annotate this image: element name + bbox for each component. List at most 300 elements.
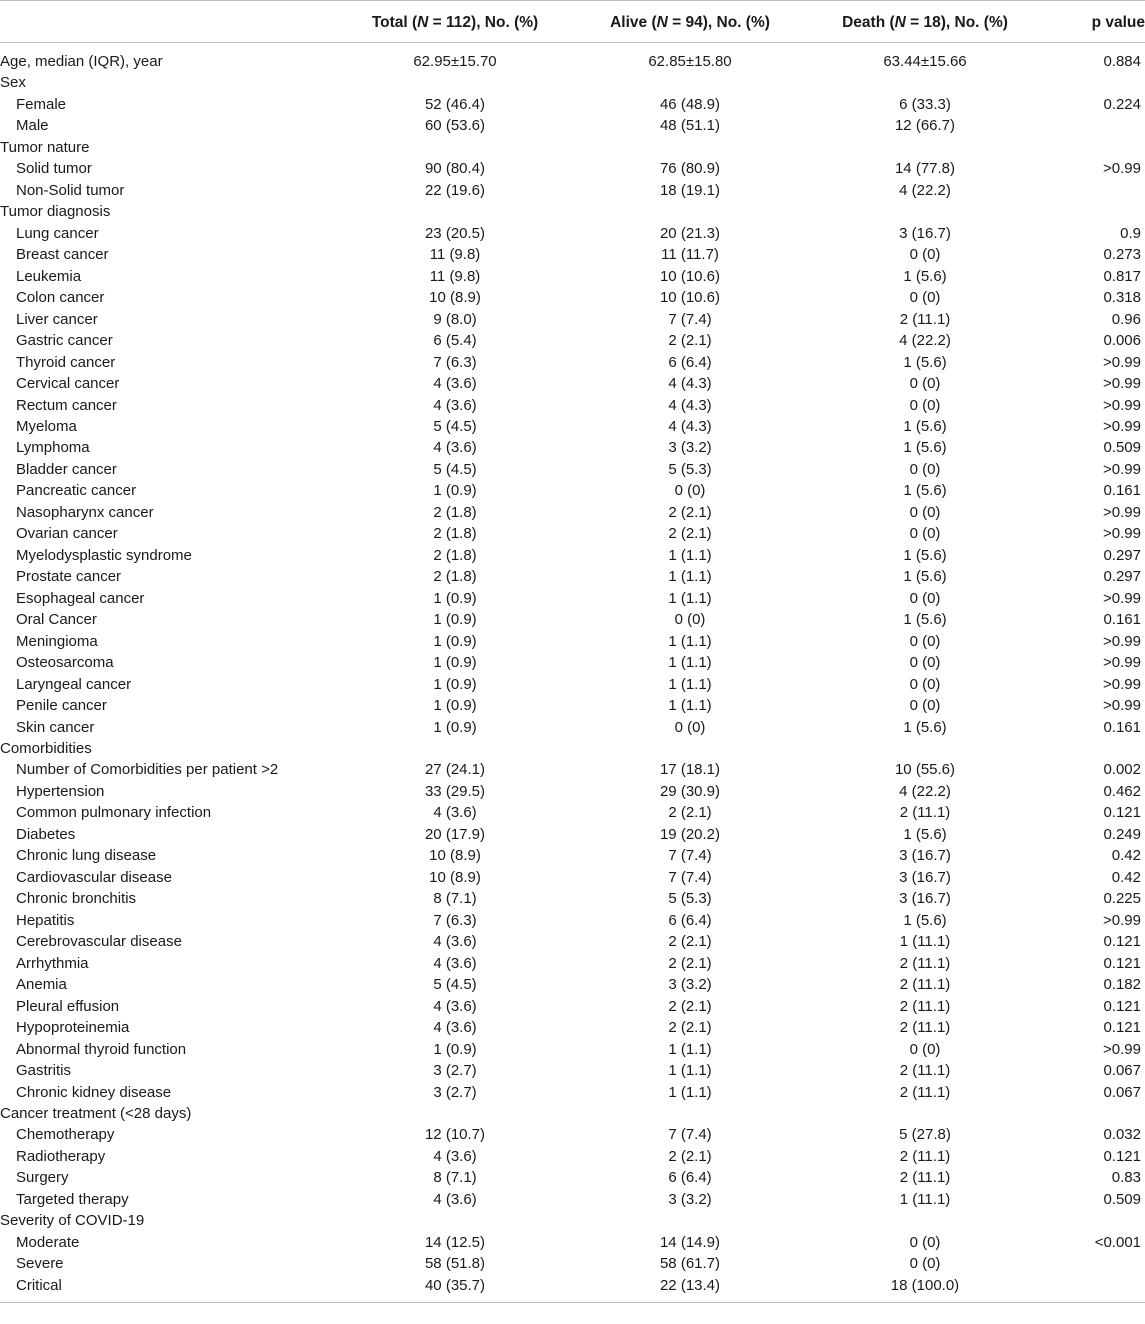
cell-alive: 1 (1.1) bbox=[668, 589, 712, 607]
cell-alive bbox=[550, 1210, 830, 1231]
cell-death: 0 (0) bbox=[909, 675, 941, 693]
cell-alive: 3 (3.2) bbox=[668, 439, 712, 457]
cell-alive: 2 (2.1) bbox=[668, 525, 712, 543]
row-label: Tumor diagnosis bbox=[0, 203, 111, 221]
row-label: Chronic lung disease bbox=[16, 847, 157, 865]
row-label: Pancreatic cancer bbox=[16, 482, 137, 500]
row-label: Thyroid cancer bbox=[16, 353, 116, 371]
cell-p-value: 0.161 bbox=[1103, 611, 1141, 629]
cell-p-value: 0.884 bbox=[1103, 53, 1141, 70]
row-label: Diabetes bbox=[16, 825, 76, 843]
cell-p-value: 0.121 bbox=[1103, 954, 1141, 972]
cell-total: 4 (3.6) bbox=[433, 1147, 477, 1165]
table-row bbox=[0, 244, 1145, 265]
cell-p-value: 0.121 bbox=[1103, 1019, 1141, 1037]
cell-total: 1 (0.9) bbox=[433, 654, 477, 672]
cell-alive: 22 (13.4) bbox=[659, 1276, 721, 1294]
cell-death: 1 (5.6) bbox=[903, 718, 947, 736]
table-row bbox=[0, 824, 1145, 845]
cell-death: 1 (5.6) bbox=[903, 825, 947, 843]
cell-alive: 20 (21.3) bbox=[659, 224, 721, 242]
header-total bbox=[360, 1, 550, 43]
cell-death: 3 (16.7) bbox=[899, 868, 951, 886]
table-row bbox=[0, 287, 1145, 308]
cell-total: 1 (0.9) bbox=[433, 675, 477, 693]
cell-alive bbox=[550, 738, 830, 759]
cell-p-value: 0.318 bbox=[1103, 289, 1141, 307]
cell-alive: 1 (1.1) bbox=[668, 632, 712, 650]
cell-alive bbox=[550, 1103, 830, 1124]
cell-alive: 0 (0) bbox=[674, 718, 706, 736]
cell-death: 2 (11.1) bbox=[899, 310, 951, 328]
cell-p-value: 0.121 bbox=[1103, 804, 1141, 822]
header-row bbox=[0, 1, 1145, 43]
cell-p-value bbox=[1020, 1253, 1145, 1274]
cell-total: 2 (1.8) bbox=[433, 546, 477, 564]
row-label: Lung cancer bbox=[16, 224, 99, 242]
table-body bbox=[0, 43, 1145, 1303]
cell-alive: 6 (6.4) bbox=[668, 1169, 712, 1187]
row-label: Surgery bbox=[16, 1169, 69, 1187]
table-row bbox=[0, 115, 1145, 136]
row-label: Chronic bronchitis bbox=[16, 890, 137, 908]
cell-p-value: >0.99 bbox=[1103, 160, 1141, 178]
cell-p-value: 0.006 bbox=[1103, 332, 1141, 350]
header-death-n: N bbox=[894, 14, 906, 31]
cell-total: 33 (29.5) bbox=[424, 782, 486, 800]
cell-total: 52 (46.4) bbox=[424, 95, 486, 113]
cell-alive: 29 (30.9) bbox=[659, 782, 721, 800]
table-row bbox=[0, 545, 1145, 566]
cell-p-value: 0.83 bbox=[1111, 1169, 1141, 1187]
table-row bbox=[0, 867, 1145, 888]
cell-p-value: 0.297 bbox=[1103, 568, 1141, 586]
cell-total: 10 (8.9) bbox=[429, 289, 481, 307]
row-label: Cancer treatment (<28 days) bbox=[0, 1104, 192, 1122]
cell-death: 1 (11.1) bbox=[899, 933, 951, 951]
row-label: Bladder cancer bbox=[16, 460, 117, 478]
cell-death: 1 (5.6) bbox=[903, 546, 947, 564]
table-row bbox=[0, 1039, 1145, 1060]
row-label: Ovarian cancer bbox=[16, 525, 118, 543]
table-row bbox=[0, 180, 1145, 201]
header-total-pre: Total ( bbox=[371, 14, 418, 31]
row-label: Hypertension bbox=[16, 782, 105, 800]
cell-alive: 1 (1.1) bbox=[668, 1062, 712, 1080]
table-row bbox=[0, 502, 1145, 523]
row-label: Gastric cancer bbox=[16, 332, 113, 350]
table-row bbox=[0, 94, 1145, 115]
cell-death bbox=[830, 137, 1020, 158]
table-row bbox=[0, 523, 1145, 544]
cell-total: 20 (17.9) bbox=[424, 825, 486, 843]
cell-alive: 2 (2.1) bbox=[668, 503, 712, 521]
row-label: Tumor nature bbox=[0, 138, 90, 156]
table-row bbox=[0, 1167, 1145, 1188]
cell-alive: 62.85±15.80 bbox=[648, 53, 732, 70]
cell-total: 1 (0.9) bbox=[433, 482, 477, 500]
table-row bbox=[0, 588, 1145, 609]
row-label: Severe bbox=[16, 1255, 64, 1273]
cell-total bbox=[360, 1103, 550, 1124]
cell-alive bbox=[550, 137, 830, 158]
table-row bbox=[0, 1189, 1145, 1210]
cell-p-value bbox=[1020, 115, 1145, 136]
table-row bbox=[0, 802, 1145, 823]
cell-death: 0 (0) bbox=[909, 289, 941, 307]
cell-p-value: 0.817 bbox=[1103, 267, 1141, 285]
cell-total: 2 (1.8) bbox=[433, 525, 477, 543]
cell-total: 4 (3.6) bbox=[433, 1019, 477, 1037]
table-row bbox=[0, 759, 1145, 780]
row-label: Common pulmonary infection bbox=[16, 804, 212, 822]
cell-total: 1 (0.9) bbox=[433, 611, 477, 629]
cell-death: 4 (22.2) bbox=[899, 782, 951, 800]
cell-p-value: 0.96 bbox=[1111, 310, 1141, 328]
cell-total: 1 (0.9) bbox=[433, 632, 477, 650]
cell-death: 0 (0) bbox=[909, 1233, 941, 1251]
table-row bbox=[0, 609, 1145, 630]
cell-alive: 18 (19.1) bbox=[659, 181, 721, 199]
table-row bbox=[0, 158, 1145, 179]
cell-p-value: 0.509 bbox=[1103, 1190, 1141, 1208]
cell-alive: 7 (7.4) bbox=[668, 847, 712, 865]
row-label: Penile cancer bbox=[16, 697, 107, 715]
cell-total: 90 (80.4) bbox=[424, 160, 486, 178]
cell-alive: 3 (3.2) bbox=[668, 1190, 712, 1208]
cell-p-value: 0.249 bbox=[1103, 825, 1141, 843]
cell-p-value: >0.99 bbox=[1103, 654, 1141, 672]
cell-total: 11 (9.8) bbox=[429, 246, 481, 264]
cell-alive: 1 (1.1) bbox=[668, 675, 712, 693]
cell-p-value: 0.182 bbox=[1103, 976, 1141, 994]
row-label: Esophageal cancer bbox=[16, 589, 145, 607]
cell-p-value: 0.002 bbox=[1103, 761, 1141, 779]
cell-death: 0 (0) bbox=[909, 654, 941, 672]
row-label: Female bbox=[16, 95, 67, 113]
cell-p-value: >0.99 bbox=[1103, 525, 1141, 543]
table-row bbox=[0, 1103, 1145, 1124]
row-label: Chemotherapy bbox=[16, 1126, 115, 1144]
cell-alive: 2 (2.1) bbox=[668, 954, 712, 972]
table-row bbox=[0, 566, 1145, 587]
table-row bbox=[0, 395, 1145, 416]
table-row bbox=[0, 352, 1145, 373]
cell-death: 3 (16.7) bbox=[899, 890, 951, 908]
cell-alive: 5 (5.3) bbox=[668, 890, 712, 908]
header-total-post: = 112), No. (%) bbox=[428, 14, 539, 31]
row-label: Prostate cancer bbox=[16, 568, 122, 586]
cell-death: 2 (11.1) bbox=[899, 976, 951, 994]
cell-total: 22 (19.6) bbox=[424, 181, 486, 199]
row-label: Chronic kidney disease bbox=[16, 1083, 172, 1101]
table-row bbox=[0, 43, 1145, 73]
cell-death: 4 (22.2) bbox=[899, 332, 951, 350]
cell-p-value: 0.032 bbox=[1103, 1126, 1141, 1144]
header-alive bbox=[550, 1, 830, 43]
cell-total: 8 (7.1) bbox=[433, 1169, 477, 1187]
table-row bbox=[0, 953, 1145, 974]
cell-total: 9 (8.0) bbox=[433, 310, 477, 328]
cell-total: 58 (51.8) bbox=[424, 1255, 486, 1273]
cell-alive: 11 (11.7) bbox=[661, 246, 719, 264]
cell-p-value: 0.224 bbox=[1103, 95, 1141, 113]
cell-death: 63.44±15.66 bbox=[883, 53, 967, 70]
cell-total: 4 (3.6) bbox=[433, 997, 477, 1015]
cell-alive: 6 (6.4) bbox=[668, 353, 712, 371]
cell-death bbox=[830, 201, 1020, 222]
cell-alive bbox=[550, 201, 830, 222]
cell-alive: 1 (1.1) bbox=[668, 1040, 712, 1058]
cell-p-value: 0.42 bbox=[1111, 847, 1141, 865]
row-label: Anemia bbox=[16, 976, 67, 994]
table-row bbox=[0, 1146, 1145, 1167]
row-label: Critical bbox=[16, 1276, 62, 1294]
cell-p-value: 0.462 bbox=[1103, 782, 1141, 800]
cell-alive: 7 (7.4) bbox=[668, 868, 712, 886]
cell-death bbox=[830, 738, 1020, 759]
cell-p-value: 0.121 bbox=[1103, 1147, 1141, 1165]
cell-total: 60 (53.6) bbox=[424, 117, 486, 135]
cell-death: 1 (5.6) bbox=[903, 439, 947, 457]
cell-alive: 76 (80.9) bbox=[659, 160, 721, 178]
table-row bbox=[0, 1060, 1145, 1081]
cell-alive: 3 (3.2) bbox=[668, 976, 712, 994]
cell-total: 1 (0.9) bbox=[433, 718, 477, 736]
cell-total: 10 (8.9) bbox=[429, 868, 481, 886]
table-row bbox=[0, 201, 1145, 222]
cell-death bbox=[830, 1103, 1020, 1124]
cell-alive: 5 (5.3) bbox=[668, 460, 712, 478]
table-row bbox=[0, 1082, 1145, 1103]
cell-alive: 1 (1.1) bbox=[668, 1083, 712, 1101]
cell-p-value bbox=[1020, 72, 1145, 93]
row-label: Skin cancer bbox=[16, 718, 95, 736]
table-row bbox=[0, 888, 1145, 909]
cell-alive bbox=[550, 72, 830, 93]
cell-alive: 4 (4.3) bbox=[668, 375, 712, 393]
row-label: Targeted therapy bbox=[16, 1190, 129, 1208]
header-alive-n: N bbox=[656, 14, 668, 31]
header-alive-pre: Alive ( bbox=[610, 14, 657, 31]
header-death bbox=[830, 1, 1020, 43]
row-label: Abnormal thyroid function bbox=[16, 1040, 187, 1058]
cell-death: 0 (0) bbox=[909, 246, 941, 264]
cell-alive: 46 (48.9) bbox=[659, 95, 721, 113]
cell-total: 8 (7.1) bbox=[433, 890, 477, 908]
cell-p-value bbox=[1020, 1103, 1145, 1124]
row-label: Moderate bbox=[16, 1233, 80, 1251]
table-row bbox=[0, 72, 1145, 93]
cell-p-value: 0.297 bbox=[1103, 546, 1141, 564]
cell-death: 0 (0) bbox=[909, 460, 941, 478]
table-row bbox=[0, 910, 1145, 931]
cell-death: 2 (11.1) bbox=[899, 997, 951, 1015]
header-total-n: N bbox=[417, 14, 429, 31]
header-p-value: p value bbox=[1091, 14, 1145, 31]
row-label: Comorbidities bbox=[0, 740, 92, 757]
cell-p-value: >0.99 bbox=[1103, 417, 1141, 435]
cell-total: 27 (24.1) bbox=[424, 761, 486, 779]
cell-total: 4 (3.6) bbox=[433, 375, 477, 393]
cell-total: 62.95±15.70 bbox=[413, 53, 497, 70]
cell-alive: 2 (2.1) bbox=[668, 997, 712, 1015]
row-label: Pleural effusion bbox=[16, 997, 120, 1015]
table-row bbox=[0, 631, 1145, 652]
cell-death: 1 (5.6) bbox=[903, 353, 947, 371]
cell-alive: 2 (2.1) bbox=[668, 1147, 712, 1165]
row-label: Cardiovascular disease bbox=[16, 868, 172, 886]
cell-total: 4 (3.6) bbox=[433, 954, 477, 972]
table-row bbox=[0, 652, 1145, 673]
cell-total: 4 (3.6) bbox=[433, 933, 477, 951]
row-label: Breast cancer bbox=[16, 246, 109, 264]
row-label: Oral Cancer bbox=[16, 611, 97, 629]
cell-p-value: >0.99 bbox=[1103, 589, 1141, 607]
table-row bbox=[0, 931, 1145, 952]
cell-death: 14 (77.8) bbox=[894, 160, 956, 178]
cell-death: 3 (16.7) bbox=[899, 847, 951, 865]
cell-p-value bbox=[1020, 180, 1145, 201]
row-label: Leukemia bbox=[16, 267, 82, 285]
cell-total: 1 (0.9) bbox=[433, 697, 477, 715]
cell-alive: 6 (6.4) bbox=[668, 911, 712, 929]
cell-death: 6 (33.3) bbox=[899, 95, 951, 113]
table-row bbox=[0, 845, 1145, 866]
table-row bbox=[0, 1210, 1145, 1231]
cell-alive: 10 (10.6) bbox=[659, 267, 721, 285]
cell-total: 1 (0.9) bbox=[433, 1040, 477, 1058]
cell-death: 0 (0) bbox=[909, 375, 941, 393]
cell-total bbox=[360, 1210, 550, 1231]
cell-total: 5 (4.5) bbox=[433, 417, 477, 435]
table-row bbox=[0, 480, 1145, 501]
table-header bbox=[0, 1, 1145, 43]
cell-alive: 2 (2.1) bbox=[668, 1019, 712, 1037]
cell-p-value: 0.067 bbox=[1103, 1083, 1141, 1101]
cell-total: 12 (10.7) bbox=[424, 1126, 486, 1144]
cell-alive: 4 (4.3) bbox=[668, 396, 712, 414]
cell-p-value: >0.99 bbox=[1103, 375, 1141, 393]
cell-p-value: >0.99 bbox=[1103, 460, 1141, 478]
row-label: Male bbox=[16, 117, 49, 135]
header-death-pre: Death ( bbox=[842, 14, 895, 31]
cell-p-value: 0.225 bbox=[1103, 890, 1141, 908]
cell-total bbox=[360, 137, 550, 158]
cell-alive: 58 (61.7) bbox=[659, 1255, 721, 1273]
cell-death: 1 (11.1) bbox=[899, 1190, 951, 1208]
row-label: Myelodysplastic syndrome bbox=[16, 546, 192, 564]
row-label: Non-Solid tumor bbox=[16, 181, 125, 199]
table-row bbox=[0, 373, 1145, 394]
cell-p-value: 0.273 bbox=[1103, 246, 1141, 264]
table-row bbox=[0, 330, 1145, 351]
cell-death: 2 (11.1) bbox=[899, 1147, 951, 1165]
cell-p-value: 0.161 bbox=[1103, 482, 1141, 500]
cell-alive: 48 (51.1) bbox=[659, 117, 721, 135]
cell-death: 2 (11.1) bbox=[899, 1062, 951, 1080]
cell-death: 0 (0) bbox=[909, 1040, 941, 1058]
cell-p-value bbox=[1020, 1275, 1145, 1303]
row-label: Age, median (IQR), year bbox=[0, 53, 163, 70]
cell-death: 0 (0) bbox=[909, 697, 941, 715]
row-label: Osteosarcoma bbox=[16, 654, 114, 672]
cell-total bbox=[360, 738, 550, 759]
cell-alive: 19 (20.2) bbox=[659, 825, 721, 843]
header-blank bbox=[0, 1, 360, 43]
cell-total: 10 (8.9) bbox=[429, 847, 481, 865]
cell-death: 0 (0) bbox=[909, 503, 941, 521]
cell-p-value: >0.99 bbox=[1103, 503, 1141, 521]
row-label: Hepatitis bbox=[16, 911, 75, 929]
cell-death: 2 (11.1) bbox=[899, 1169, 951, 1187]
row-label: Laryngeal cancer bbox=[16, 675, 132, 693]
cell-death: 0 (0) bbox=[909, 1255, 941, 1273]
cell-alive: 7 (7.4) bbox=[668, 1126, 712, 1144]
cell-alive: 10 (10.6) bbox=[659, 289, 721, 307]
table-row bbox=[0, 738, 1145, 759]
header-alive-post: = 94), No. (%) bbox=[667, 14, 770, 31]
cell-death: 1 (5.6) bbox=[903, 417, 947, 435]
cell-alive: 2 (2.1) bbox=[668, 332, 712, 350]
cell-p-value bbox=[1020, 137, 1145, 158]
row-label: Solid tumor bbox=[16, 160, 92, 178]
cell-death: 1 (5.6) bbox=[903, 568, 947, 586]
cell-p-value: >0.99 bbox=[1103, 396, 1141, 414]
cell-death: 1 (5.6) bbox=[903, 267, 947, 285]
cell-total: 23 (20.5) bbox=[424, 224, 486, 242]
table-row bbox=[0, 1275, 1145, 1303]
cell-p-value: 0.161 bbox=[1103, 718, 1141, 736]
cell-total: 4 (3.6) bbox=[433, 804, 477, 822]
row-label: Arrhythmia bbox=[16, 954, 89, 972]
cell-death: 2 (11.1) bbox=[899, 954, 951, 972]
cell-death: 4 (22.2) bbox=[899, 181, 951, 199]
cell-death: 18 (100.0) bbox=[890, 1276, 960, 1294]
row-label: Rectum cancer bbox=[16, 396, 117, 414]
cell-alive: 2 (2.1) bbox=[668, 804, 712, 822]
cell-p-value: 0.067 bbox=[1103, 1062, 1141, 1080]
table-row bbox=[0, 309, 1145, 330]
cell-p-value: 0.121 bbox=[1103, 997, 1141, 1015]
cell-death: 1 (5.6) bbox=[903, 911, 947, 929]
table-row bbox=[0, 137, 1145, 158]
cell-p-value: 0.9 bbox=[1120, 224, 1141, 242]
cell-total: 3 (2.7) bbox=[433, 1083, 477, 1101]
row-label: Liver cancer bbox=[16, 310, 98, 328]
cell-p-value: 0.42 bbox=[1111, 868, 1141, 886]
table-row bbox=[0, 695, 1145, 716]
row-label: Radiotherapy bbox=[16, 1147, 106, 1165]
cell-death: 0 (0) bbox=[909, 525, 941, 543]
cell-total: 4 (3.6) bbox=[433, 439, 477, 457]
cell-total: 1 (0.9) bbox=[433, 589, 477, 607]
cell-death: 2 (11.1) bbox=[899, 1019, 951, 1037]
cell-alive: 4 (4.3) bbox=[668, 417, 712, 435]
table-row bbox=[0, 996, 1145, 1017]
row-label: Sex bbox=[0, 74, 26, 92]
cell-total: 7 (6.3) bbox=[433, 353, 477, 371]
row-label: Number of Comorbidities per patient >2 bbox=[16, 761, 279, 779]
table-row bbox=[0, 1253, 1145, 1274]
cell-total bbox=[360, 201, 550, 222]
table-row bbox=[0, 416, 1145, 437]
row-label: Severity of COVID-19 bbox=[0, 1212, 145, 1230]
cell-total: 3 (2.7) bbox=[433, 1062, 477, 1080]
cell-p-value: 0.509 bbox=[1103, 439, 1141, 457]
cell-alive: 1 (1.1) bbox=[668, 654, 712, 672]
cell-alive: 1 (1.1) bbox=[668, 568, 712, 586]
